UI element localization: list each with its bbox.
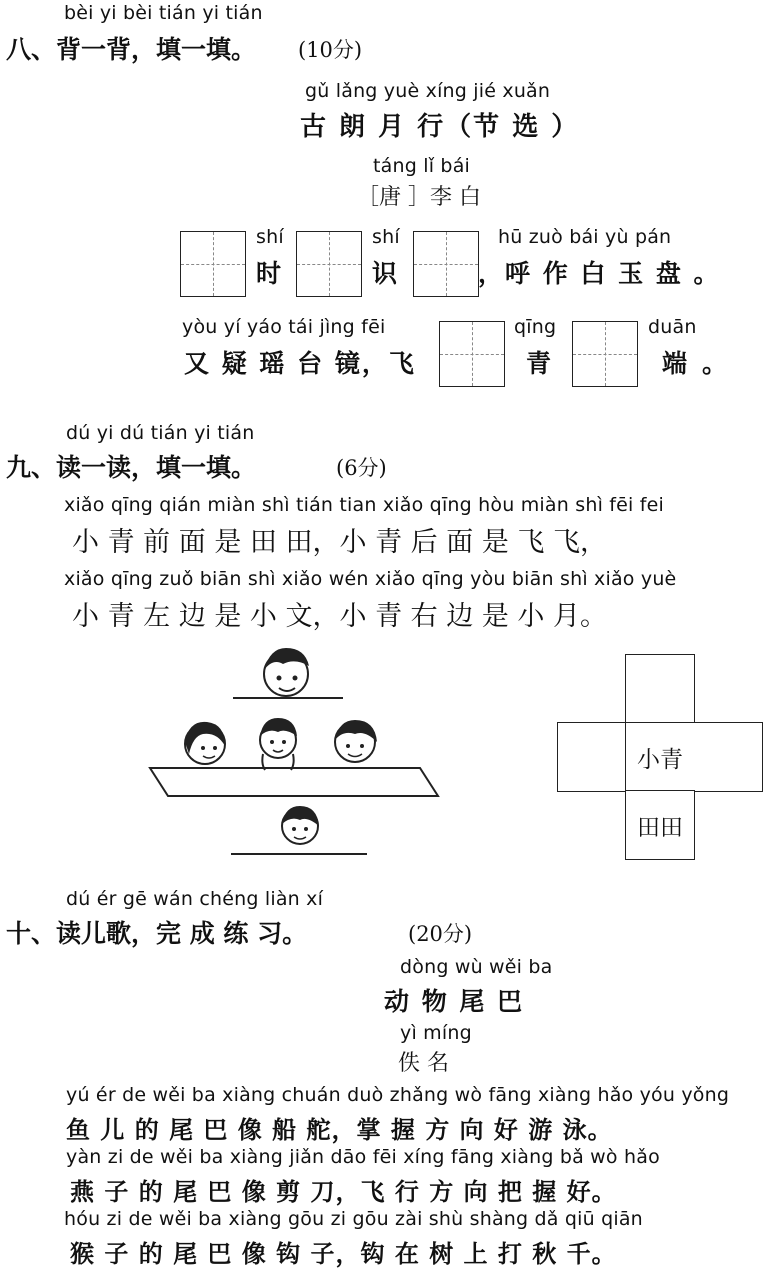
line2-text: 又 疑 瑶 台 镜，飞 bbox=[184, 349, 416, 378]
grid-cell-center: 小青 bbox=[625, 722, 695, 792]
line2-end: 。 bbox=[702, 349, 730, 378]
section9-title: 九、读一读，填一填。 bbox=[6, 453, 257, 482]
q9-sentence2-pinyin: xiǎo qīng zuǒ biān shì xiǎo wén xiǎo qīng yòu biān shì xiǎo yuè bbox=[64, 568, 677, 590]
fill-in-box-3[interactable] bbox=[413, 231, 479, 297]
line1-text-c: ，呼 作 白 玉 盘 。 bbox=[478, 259, 721, 288]
grid-cell-right[interactable] bbox=[693, 722, 763, 792]
line1-pinyin-c: hū zuò bái yù pán bbox=[498, 226, 672, 248]
section8-pinyin: bèi yi bèi tián yi tián bbox=[64, 2, 263, 24]
song-title-pinyin: dòng wù wěi ba bbox=[400, 956, 553, 978]
q9-sentence2: 小 青 左 边 是 小 文，小 青 右 边 是 小 月。 bbox=[72, 601, 607, 632]
section10-pinyin: dú ér gē wán chéng liàn xí bbox=[66, 888, 324, 910]
q9-sentence1: 小 青 前 面 是 田 田，小 青 后 面 是 飞 飞， bbox=[72, 527, 607, 558]
girl-right-icon bbox=[335, 720, 377, 762]
poem-title: 古 朗 月 行（节 选 ） bbox=[300, 112, 580, 142]
song-author-pinyin: yì míng bbox=[400, 1022, 472, 1044]
section9-pinyin: dú yi dú tián yi tián bbox=[66, 422, 255, 444]
song-line3-pinyin: hóu zi de wěi ba xiàng gōu zi gōu zài shù shàng dǎ qiū qiān bbox=[64, 1208, 643, 1230]
children-illustration bbox=[145, 636, 445, 858]
girl-center-icon bbox=[260, 718, 297, 770]
song-line3: 猴 子 的 尾 巴 像 钩 子，钩 在 树 上 打 秋 千。 bbox=[70, 1239, 617, 1268]
section8-score: (10分) bbox=[298, 38, 363, 62]
line1-pinyin-a: shí bbox=[256, 226, 284, 248]
fill-in-box-5[interactable] bbox=[572, 321, 638, 387]
line2-char-b: 青 bbox=[526, 349, 554, 378]
song-line2: 燕 子 的 尾 巴 像 剪 刀，飞 行 方 向 把 握 好。 bbox=[70, 1177, 617, 1206]
fill-in-box-4[interactable] bbox=[439, 321, 505, 387]
grid-cell-bottom: 田田 bbox=[625, 790, 695, 860]
boy-top-icon bbox=[264, 648, 309, 696]
poem-author-pinyin: táng lǐ bái bbox=[373, 155, 471, 177]
song-title: 动 物 尾 巴 bbox=[384, 987, 525, 1016]
q9-sentence1-pinyin: xiǎo qīng qián miàn shì tián tian xiǎo qīng hòu miàn shì fēi fei bbox=[64, 494, 665, 516]
line1-char-a: 时 bbox=[256, 259, 284, 288]
song-line2-pinyin: yàn zi de wěi ba xiàng jiǎn dāo fēi xíng fāng xiàng bǎ wò hǎo bbox=[66, 1146, 660, 1168]
line1-pinyin-b: shí bbox=[372, 226, 400, 248]
girl-left-icon bbox=[185, 722, 225, 764]
fill-in-box-2[interactable] bbox=[296, 231, 362, 297]
song-line1-pinyin: yú ér de wěi ba xiàng chuán duò zhǎng wò fāng xiàng hǎo yóu yǒng bbox=[66, 1084, 730, 1106]
section10-title: 十、读儿歌，完 成 练 习。 bbox=[6, 919, 308, 948]
child-bottom-icon bbox=[282, 806, 319, 844]
poem-author: ［唐 ］李 白 bbox=[357, 185, 481, 210]
line2-pinyin-c: duān bbox=[648, 316, 697, 338]
song-line1: 鱼 儿 的 尾 巴 像 船 舵，掌 握 方 向 好 游 泳。 bbox=[66, 1115, 613, 1144]
poem-title-pinyin: gǔ lǎng yuè xíng jié xuǎn bbox=[305, 80, 551, 102]
line2-pinyin-b: qīng bbox=[514, 316, 557, 338]
song-author: 佚 名 bbox=[398, 1051, 449, 1076]
line1-char-b: 识 bbox=[372, 259, 400, 288]
grid-cell-left[interactable] bbox=[557, 722, 627, 792]
grid-cell-top[interactable] bbox=[625, 654, 695, 724]
section10-score: (20分) bbox=[408, 922, 473, 946]
fill-in-box-1[interactable] bbox=[180, 231, 246, 297]
line2-pinyin: yòu yí yáo tái jìng fēi bbox=[182, 316, 386, 338]
line2-char-c: 端 bbox=[662, 349, 690, 378]
section8-title: 八、背一背，填一填。 bbox=[6, 35, 257, 64]
section9-score: (6分) bbox=[336, 456, 387, 480]
